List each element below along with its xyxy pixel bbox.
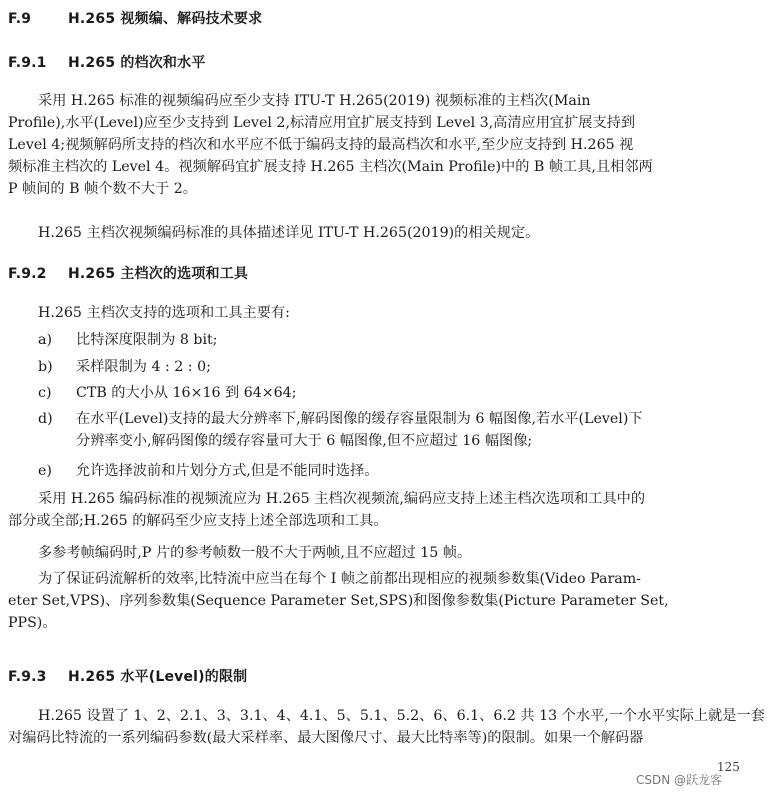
text-line: 多参考帧编码时,P 片的参考帧数一般不大于两帧,且不应超过 15 帧。 xyxy=(38,545,472,561)
list-text: 允许选择波前和片划分方式,但是不能同时选择。 xyxy=(76,463,379,479)
heading-number: F.9.1 xyxy=(8,55,47,71)
text-line: H.265 设置了 1、2、2.1、3、3.1、4、4.1、5、5.1、5.2、6、6.1、6.2 共 13 个水平,一个水平实际上就是一套 xyxy=(38,708,765,724)
heading-f9-2 xyxy=(8,263,248,283)
heading-f9 xyxy=(8,8,262,28)
text-line: Profile),水平(Level)应至少支持到 Level 2,标清应用宜扩展支持到 Level 3,高清应用宜扩展支持到 xyxy=(8,115,636,131)
text-line: 部分或全部;H.265 的解码至少应支持上述全部选项和工具。 xyxy=(8,513,388,529)
text-line: 对编码比特流的一系列编码参数(最大采样率、最大图像尺寸、最大比特率等)的限制。如果一个解码器 xyxy=(8,730,644,746)
watermark: CSDN @跃龙客 xyxy=(636,773,723,787)
list-item xyxy=(8,329,764,351)
paragraph-profile-level xyxy=(8,90,764,200)
heading-title: H.265 视频编、解码技术要求 xyxy=(68,11,263,27)
text-line: 频标准主档次的 Level 4。视频解码宜扩展支持 H.265 主档次(Main Profile)中的 B 帧工具,且相邻两 xyxy=(8,159,653,175)
text-line: PPS)。 xyxy=(8,615,57,631)
text-line: Level 4;视频解码所支持的档次和水平应不低于编码支持的最高档次和水平,至少应支持到 H.265 视 xyxy=(8,137,634,153)
list-marker: d) xyxy=(38,411,53,427)
list-marker: e) xyxy=(38,463,52,479)
heading-title: H.265 的档次和水平 xyxy=(68,55,206,71)
list-text: 比特深度限制为 8 bit; xyxy=(76,332,218,348)
heading-number: F.9.3 xyxy=(8,669,47,685)
text-line: H.265 主档次支持的选项和工具主要有: xyxy=(38,305,290,321)
heading-title: H.265 水平(Level)的限制 xyxy=(68,669,248,685)
list-text: 采样限制为 4 : 2 : 0; xyxy=(76,359,211,375)
list-text: 在水平(Level)支持的最大分辨率下,解码图像的缓存容量限制为 6 幅图像,若水平(Level)下 xyxy=(76,411,643,427)
paragraph-reference-frames xyxy=(8,542,764,564)
paragraph-reference xyxy=(8,222,764,244)
paragraph-parameter-sets xyxy=(8,568,764,634)
text-line: H.265 主档次视频编码标准的具体描述详见 ITU-T H.265(2019)的相关规定。 xyxy=(38,225,540,241)
list-item xyxy=(8,408,764,452)
paragraph-stream xyxy=(8,488,764,532)
heading-number: F.9 xyxy=(8,11,32,27)
list-marker: b) xyxy=(38,359,53,375)
list-text-continuation: 分辨率变小,解码图像的缓存容量可大于 6 幅图像,但不应超过 16 幅图像; xyxy=(76,433,533,449)
text-line: 为了保证码流解析的效率,比特流中应当在每个 I 帧之前都出现相应的视频参数集(Video Param- xyxy=(38,571,641,587)
text-line: 采用 H.265 标准的视频编码应至少支持 ITU-T H.265(2019) 视频标准的主档次(Main xyxy=(38,93,591,109)
heading-f9-1 xyxy=(8,52,206,72)
text-line: eter Set,VPS)、序列参数集(Sequence Parameter Set,SPS)和图像参数集(Picture Parameter Set, xyxy=(8,593,669,609)
list-text: CTB 的大小从 16×16 到 64×64; xyxy=(76,385,297,401)
text-line: 采用 H.265 编码标准的视频流应为 H.265 主档次视频流,编码应支持上述主档次选项和工具中的 xyxy=(38,491,646,507)
list-marker: c) xyxy=(38,385,52,401)
heading-f9-3 xyxy=(8,666,247,686)
heading-title: H.265 主档次的选项和工具 xyxy=(68,266,249,282)
text-line: P 帧间的 B 帧个数不大于 2。 xyxy=(8,181,197,197)
list-item xyxy=(8,382,764,404)
paragraph-tools-intro xyxy=(8,302,764,324)
list-item xyxy=(8,460,764,482)
list-item xyxy=(8,356,764,378)
paragraph-level-limits xyxy=(8,705,764,749)
list-marker: a) xyxy=(38,332,52,348)
page-number: 125 xyxy=(717,760,740,774)
heading-number: F.9.2 xyxy=(8,266,47,282)
